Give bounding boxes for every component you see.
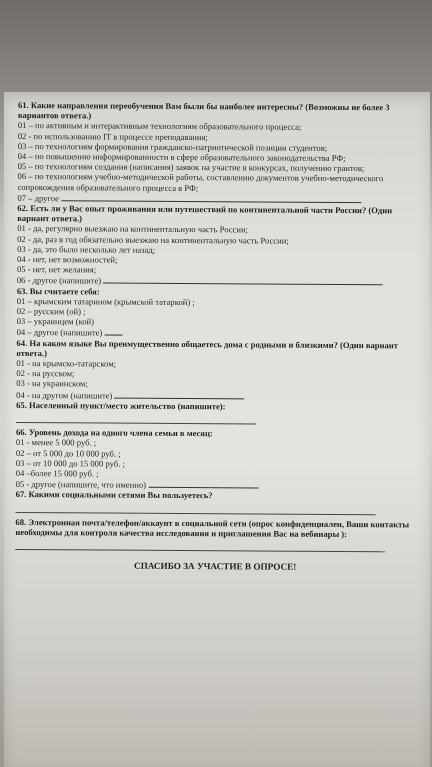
q62-option-04: 04 - нет, нет возможностей; [16,254,118,265]
q65-answer-line[interactable] [16,412,256,424]
q66-option-04: 04 –более 15 000 руб. ; [15,467,99,479]
q61-option-07-label: 07 – другое [17,192,60,204]
q66-option-01: 01 - менее 5 000 руб. ; [15,437,97,448]
question-65-title: 65. Населенный пункт/место жительство (напишите): [16,399,226,412]
q63-option-04-label: 04 – другое (напишите) [16,327,103,338]
question-64-title: 64. На каком языке Вы преимущественно общаетесь дома с родными и близкими? (Один вариант ответа.) [16,337,399,359]
q66-option-05-label: 05 - другое (напишите, что именно) [15,479,147,490]
thanks-footer: СПАСИБО ЗА УЧАСТИЕ В ОПРОСЕ! [133,560,297,572]
q61-option-02: 02 - по использованию IT в процессе преподавания; [17,130,208,142]
q63-option-03: 03 – украинцем (кой) [16,316,95,327]
q66-other-blank[interactable] [148,479,258,489]
question-67-title: 67. Какими социальными сетями Вы пользуетесь? [15,489,213,501]
question-63-title: 63. Вы считаете себя: [16,285,100,297]
q61-other-blank[interactable] [61,192,361,203]
q62-option-06-label: 06 - другое (напишите) [16,275,102,286]
q62-other-blank[interactable] [103,275,383,286]
q62-option-02: 02 - да, раз в год обязательно выезжаю на континентальную часть России; [17,233,289,246]
survey-content [15,100,418,573]
q67-answer-line[interactable] [15,502,375,515]
q68-answer-line[interactable] [15,539,385,552]
q64-option-02: 02 - на русском; [16,368,75,379]
q61-option-05: 05 – по технологиям создания (написания) заявок на участие в конкурсах, получению грантов; [17,161,365,174]
q66-option-03: 03 – от 10 000 до 15 000 руб. ; [15,457,125,469]
q62-option-05: 05 - нет, нет желания; [16,264,97,275]
q62-option-01: 01 - да, регулярно выезжаю на континентальную часть России; [17,223,248,235]
question-62-title: 62. Есть ли у Вас опыт проживания или путешествий по континентальной части России? (Один вариант ответа.) [17,203,393,224]
q66-option-02: 02 – от 5 000 до 10 000 руб. ; [15,447,121,459]
q62-option-03: 03 - да, это было несколько лет назад; [17,243,156,255]
q61-option-03: 03 – по технологиям формирования гражданско-патриотической позиции студентов; [17,140,328,153]
q63-other-blank[interactable] [104,327,122,336]
q64-option-04-label: 04 - на другом (напишите) [16,389,113,401]
question-66-title: 66. Уровень дохода на одного члена семьи в месяц: [15,427,213,439]
q63-option-01: 01 – крымским татарином (крымской татаркой) ; [16,295,195,307]
question-61-title: 61. Какие направления переобучения Вам были бы наиболее интересны? (Возможны не более 3 вариантов ответа.) [17,100,390,121]
q64-other-blank[interactable] [115,389,245,399]
q63-option-02: 02 – русским (ой) ; [16,306,86,317]
q64-option-03: 03 - на украинском; [16,378,88,389]
q61-option-04: 04 – по повышению информированности в сфере образовательного законодательства РФ; [17,151,346,164]
question-68-title: 68. Электронная почта/телефон/аккаунт в социальной сети (опрос конфиденциален, Ваши контакты необходимы для контроля качества исследования и приглашения Вас на вебинары ): [15,516,410,539]
q61-option-06: 06 – по технологиям учебно-методической работы, составлению документов учебно-методического сопровождения образовательного процесса в РФ; [17,171,384,193]
q61-option-01: 01 – по активным и интерактивным технологиям образовательного процесса; [17,120,302,133]
q64-option-01: 01 - на крымско-татарском; [16,358,117,369]
